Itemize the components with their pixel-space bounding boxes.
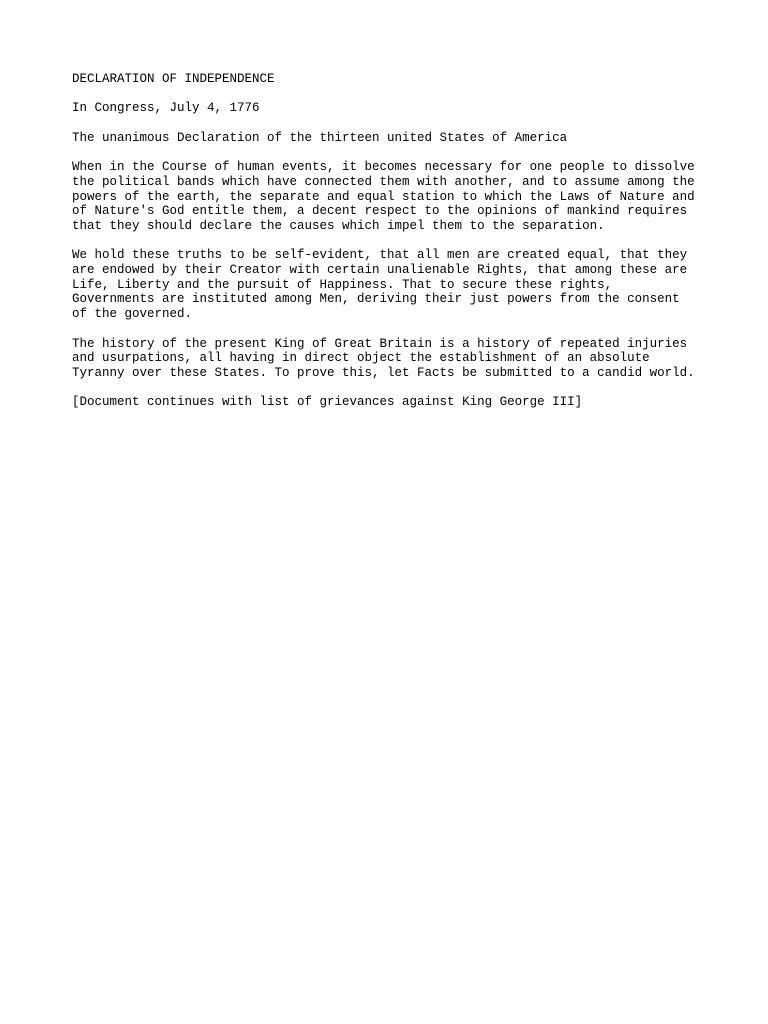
paragraph-line: The history of the present King of Great Britain is a history of repeated injuries — [72, 336, 688, 351]
paragraph-line: that they should declare the causes which impel them to the separation. — [72, 218, 605, 233]
paragraph-truths — [72, 248, 712, 322]
spacer — [72, 87, 712, 102]
document-title: DECLARATION OF INDEPENDENCE — [72, 72, 275, 86]
document-page — [72, 72, 712, 410]
spacer — [72, 234, 712, 249]
paragraph-line: Tyranny over these States. To prove this, let Facts be submitted to a candid world. — [72, 365, 695, 380]
paragraph-king-history — [72, 337, 712, 381]
continuation-note: [Document continues with list of grievances against King George III] — [72, 395, 583, 410]
paragraph-line: of the governed. — [72, 307, 193, 322]
paragraph-line: When in the Course of human events, it becomes necessary for one people to dissolve — [72, 160, 695, 175]
paragraph-line: of Nature's God entitle them, a decent respect to the opinions of mankind requires — [72, 204, 688, 219]
paragraph-line: are endowed by their Creator with certain unalienable Rights, that among these are — [72, 263, 688, 278]
paragraph-line: Governments are instituted among Men, deriving their just powers from the consent — [72, 292, 680, 307]
paragraph-line: Life, Liberty and the pursuit of Happiness. That to secure these rights, — [72, 277, 613, 292]
paragraph-line: We hold these truths to be self-evident, that all men are created equal, that they — [72, 248, 688, 263]
paragraph-line: powers of the earth, the separate and equal station to which the Laws of Nature and — [72, 189, 695, 204]
spacer — [72, 145, 712, 160]
spacer — [72, 116, 712, 131]
paragraph-line: and usurpations, all having in direct object the establishment of an absolute — [72, 351, 650, 366]
spacer — [72, 381, 712, 396]
paragraph-line: the political bands which have connected them with another, and to assume among the — [72, 174, 695, 189]
dateline: In Congress, July 4, 1776 — [72, 101, 260, 116]
paragraph-preamble — [72, 160, 712, 234]
spacer — [72, 322, 712, 337]
document-subtitle: The unanimous Declaration of the thirteen united States of America — [72, 130, 568, 145]
